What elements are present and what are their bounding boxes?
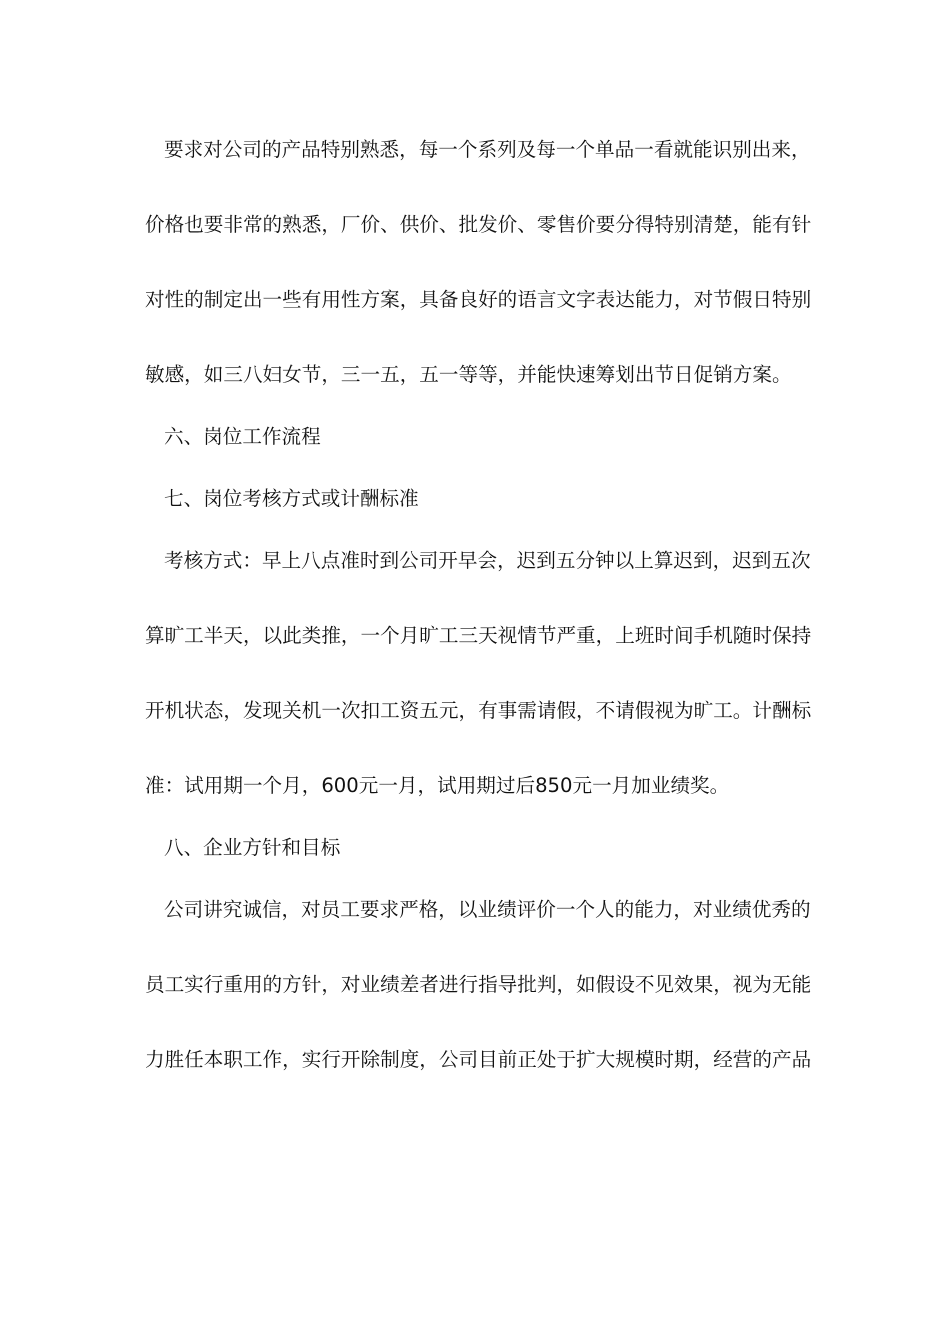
paragraph-line-9: 公司讲究诚信，对员工要求严格，以业绩评价一个人的能力，对业绩优秀的 — [164, 898, 811, 921]
paragraph-line-8: 准：试用期一个月，600元一月，试用期过后850元一月加业绩奖。 — [145, 774, 730, 797]
paragraph-line-1: 要求对公司的产品特别熟悉，每一个系列及每一个单品一看就能识别出来， — [164, 138, 811, 161]
paragraph-line-4: 敏感，如三八妇女节，三一五，五一等等，并能快速筹划出节日促销方案。 — [145, 363, 792, 386]
section-heading-6: 六、岗位工作流程 — [164, 425, 321, 448]
paragraph-line-7: 开机状态，发现关机一次扣工资五元，有事需请假，不请假视为旷工。计酬标 — [145, 699, 812, 722]
section-heading-8: 八、企业方针和目标 — [164, 836, 341, 859]
paragraph-line-5: 考核方式：早上八点准时到公司开早会，迟到五分钟以上算迟到，迟到五次 — [164, 549, 811, 572]
paragraph-line-3: 对性的制定出一些有用性方案，具备良好的语言文字表达能力，对节假日特别 — [145, 288, 812, 311]
paragraph-line-2: 价格也要非常的熟悉，厂价、供价、批发价、零售价要分得特别清楚，能有针 — [145, 213, 812, 236]
section-heading-7: 七、岗位考核方式或计酬标准 — [164, 487, 419, 510]
paragraph-line-10: 员工实行重用的方针，对业绩差者进行指导批判，如假设不见效果，视为无能 — [145, 973, 812, 996]
paragraph-line-6: 算旷工半天，以此类推，一个月旷工三天视情节严重，上班时间手机随时保持 — [145, 624, 812, 647]
paragraph-line-11: 力胜任本职工作，实行开除制度，公司目前正处于扩大规模时期，经营的产品 — [145, 1048, 812, 1071]
